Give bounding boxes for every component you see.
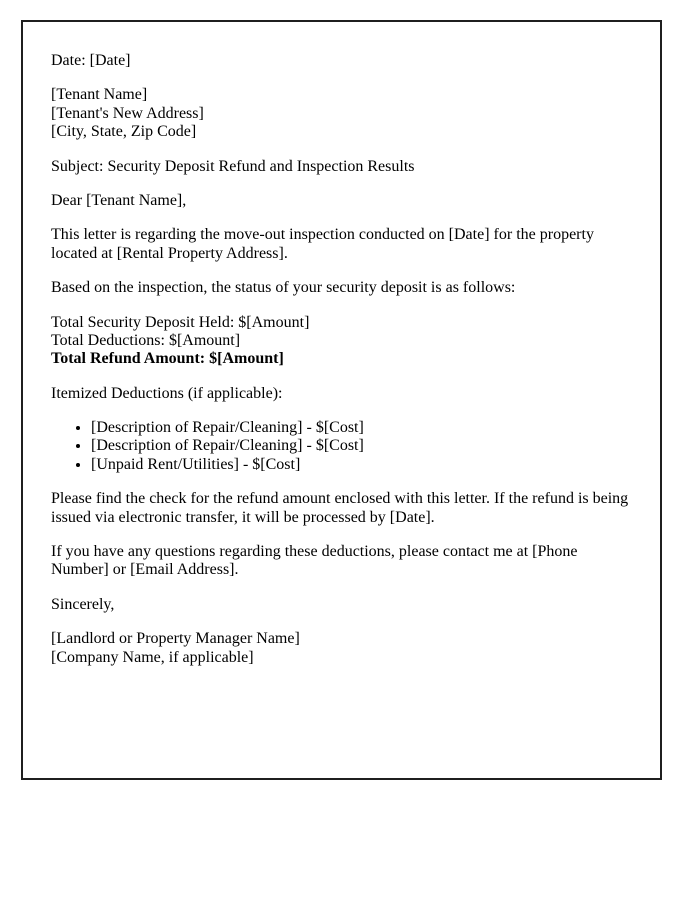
refund-note-line-2: issued via electronic transfer, it will be processed by [Date]. bbox=[51, 508, 435, 526]
refund-note-paragraph bbox=[51, 490, 630, 527]
signature-block bbox=[51, 630, 630, 667]
refund-amount-line: Total Refund Amount: $[Amount] bbox=[51, 350, 284, 368]
deposit-held-line: Total Security Deposit Held: $[Amount] bbox=[51, 313, 310, 331]
intro-paragraph bbox=[51, 226, 630, 263]
questions-line-1: If you have any questions regarding these deductions, please contact me at [Phone bbox=[51, 543, 578, 561]
signature-name-line: [Landlord or Property Manager Name] bbox=[51, 630, 300, 648]
deduction-item: • [Description of Repair/Cleaning] - $[Cost] bbox=[91, 437, 630, 455]
itemized-deductions-list bbox=[51, 419, 630, 474]
questions-line-2: Number] or [Email Address]. bbox=[51, 561, 239, 579]
recipient-block bbox=[51, 86, 630, 141]
intro-line-1: This letter is regarding the move-out inspection conducted on [Date] for the property bbox=[51, 226, 594, 244]
date-text: Date: [Date] bbox=[51, 52, 131, 69]
signature-company-line: [Company Name, if applicable] bbox=[51, 648, 254, 666]
salutation: Dear [Tenant Name], bbox=[51, 191, 187, 209]
status-intro: Based on the inspection, the status of your security deposit is as follows: bbox=[51, 279, 516, 297]
deposit-summary-block bbox=[51, 314, 630, 369]
subject-line: Subject: Security Deposit Refund and Inspection Results bbox=[51, 157, 415, 175]
letter-document bbox=[21, 20, 662, 780]
recipient-city-line: [City, State, Zip Code] bbox=[51, 123, 197, 141]
date-line bbox=[51, 52, 630, 70]
closing: Sincerely, bbox=[51, 595, 115, 613]
deduction-item: • [Unpaid Rent/Utilities] - $[Cost] bbox=[91, 456, 630, 474]
questions-paragraph bbox=[51, 543, 630, 580]
deduction-item: • [Description of Repair/Cleaning] - $[Cost] bbox=[91, 419, 630, 437]
refund-note-line-1: Please find the check for the refund amount enclosed with this letter. If the refund is being bbox=[51, 490, 629, 508]
intro-line-2: located at [Rental Property Address]. bbox=[51, 244, 288, 262]
recipient-name-line: [Tenant Name] bbox=[51, 86, 148, 104]
recipient-address-line: [Tenant's New Address] bbox=[51, 104, 204, 122]
deductions-line: Total Deductions: $[Amount] bbox=[51, 331, 241, 349]
itemized-heading: Itemized Deductions (if applicable): bbox=[51, 384, 283, 402]
